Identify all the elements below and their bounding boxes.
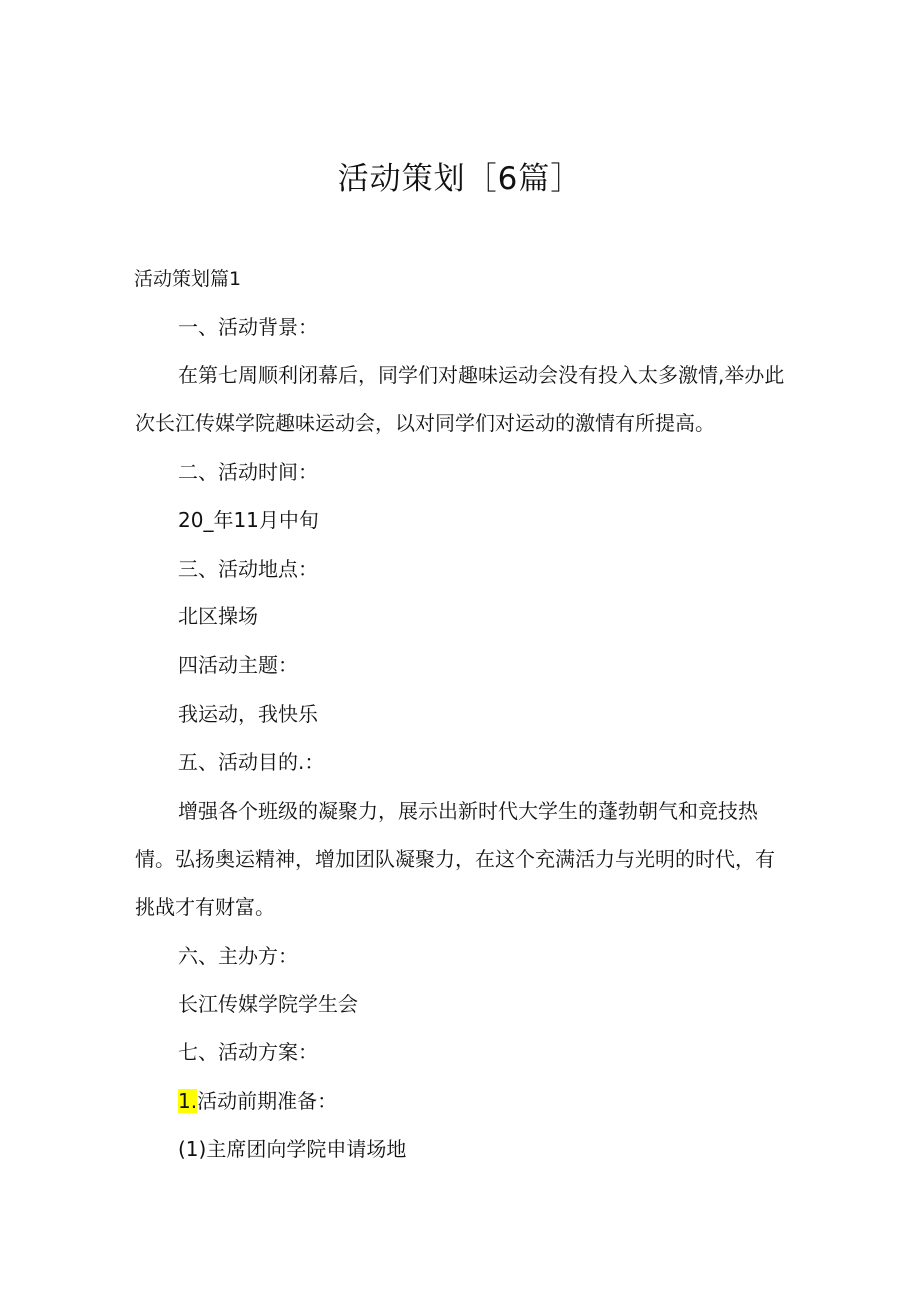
section-heading: 活动策划篇1 [134,268,242,290]
organizer-value: 长江传媒学院学生会 [178,992,358,1016]
plan-substep: (1)主席团向学院申请场地 [178,1137,407,1161]
heading-plan: 七、活动方案： [178,1040,318,1064]
paragraph-line: 在第七周顺利闭幕后，同学们对趣味运动会没有投入太多激情,举办此 [178,363,785,387]
heading-background: 一、活动背景： [178,315,318,339]
plan-step-1 [178,1086,337,1116]
heading-organizer: 六、主办方： [178,944,298,968]
theme-value: 我运动，我快乐 [178,702,318,726]
paragraph-line: 增强各个班级的凝聚力，展示出新时代大学生的蓬勃朝气和竞技热 [178,799,758,823]
heading-time: 二、活动时间： [178,460,318,484]
time-value: 20_年11月中旬 [178,508,319,532]
heading-theme: 四活动主题： [178,653,298,677]
paragraph-line: 次长江传媒学院趣味运动会，以对同学们对运动的激情有所提高。 [135,411,715,435]
heading-location: 三、活动地点： [178,557,318,581]
heading-purpose: 五、活动目的.： [178,750,325,774]
location-value: 北区操场 [178,604,258,628]
highlighted-number: 1. [178,1089,198,1113]
paragraph-line: 挑战才有财富。 [135,895,275,919]
document-title: 活动策划［6篇］ [337,161,583,197]
plan-step-1-text: 活动前期准备： [197,1089,338,1113]
paragraph-line: 情。弘扬奥运精神，增加团队凝聚力，在这个充满活力与光明的时代，有 [135,847,775,871]
